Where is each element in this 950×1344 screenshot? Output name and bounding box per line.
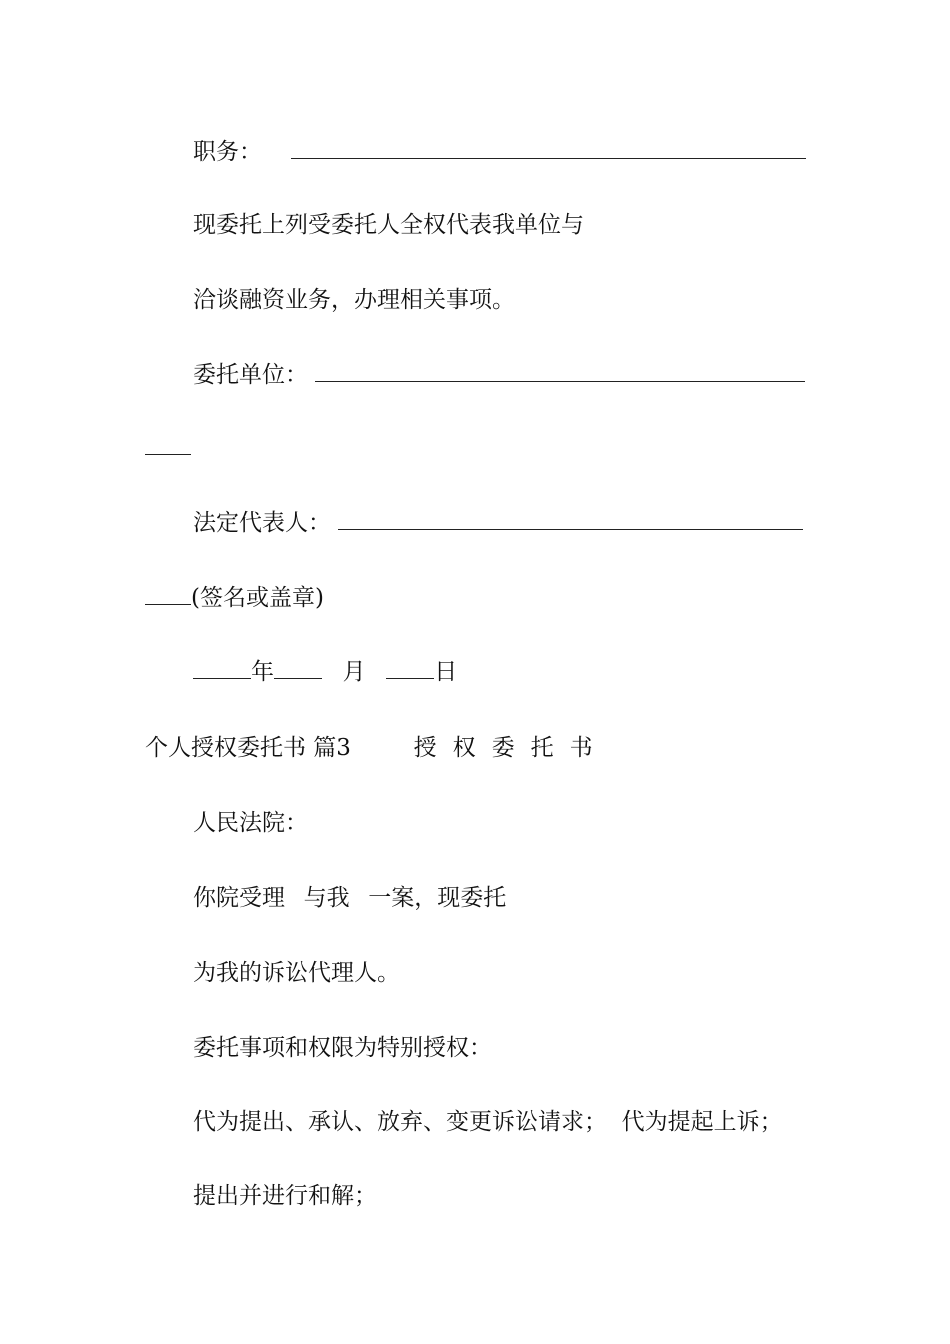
legal-rep-blank-cont xyxy=(145,584,191,605)
court-line: 人民法院： xyxy=(193,810,308,836)
title-char: 托 xyxy=(530,735,554,761)
month-blank xyxy=(274,658,322,679)
legal-rep-label: 法定代表人： xyxy=(193,510,331,536)
entrusting-unit-blank xyxy=(315,361,805,382)
day-label: 日 xyxy=(434,659,458,685)
entrusting-unit-blank-cont xyxy=(145,434,191,455)
position-blank xyxy=(291,138,806,159)
section-heading xyxy=(145,733,609,763)
legal-rep-blank xyxy=(338,509,803,530)
signature-line xyxy=(145,583,324,613)
position-label: 职务： xyxy=(193,139,262,165)
business-line: 洽谈融资业务，办理相关事项。 xyxy=(193,287,515,313)
section-heading-title xyxy=(414,735,609,761)
position-line xyxy=(193,137,806,167)
title-char: 委 xyxy=(491,735,515,761)
agent-line: 为我的诉讼代理人。 xyxy=(193,960,400,986)
signature-note: (签名或盖章) xyxy=(191,585,324,611)
case-line xyxy=(193,883,506,913)
year-blank xyxy=(193,658,251,679)
settlement-line: 提出并进行和解； xyxy=(193,1183,377,1209)
authority-line: 委托事项和权限为特别授权： xyxy=(193,1035,492,1061)
entrusting-unit-continuation xyxy=(145,433,191,463)
authority-items-line: 代为提出、承认、放弃、变更诉讼请求； 代为提起上诉； xyxy=(193,1109,783,1135)
case-text-c: 一案，现委托 xyxy=(368,885,507,911)
date-line xyxy=(193,657,457,687)
entrusting-unit-line xyxy=(193,360,805,390)
year-label: 年 xyxy=(251,659,274,685)
title-char: 授 xyxy=(413,735,437,761)
case-text-b: 与我 xyxy=(303,885,350,911)
day-blank xyxy=(386,658,434,679)
legal-rep-line xyxy=(193,508,803,538)
title-char: 权 xyxy=(452,735,476,761)
title-char: 书 xyxy=(569,735,593,761)
entrusting-unit-label: 委托单位： xyxy=(193,362,308,388)
case-text-a: 你院受理 xyxy=(193,885,285,911)
month-label: 月 xyxy=(342,659,366,685)
section-heading-prefix: 个人授权委托书 篇3 xyxy=(145,735,351,761)
entrust-statement-line: 现委托上列受委托人全权代表我单位与 xyxy=(193,212,584,238)
